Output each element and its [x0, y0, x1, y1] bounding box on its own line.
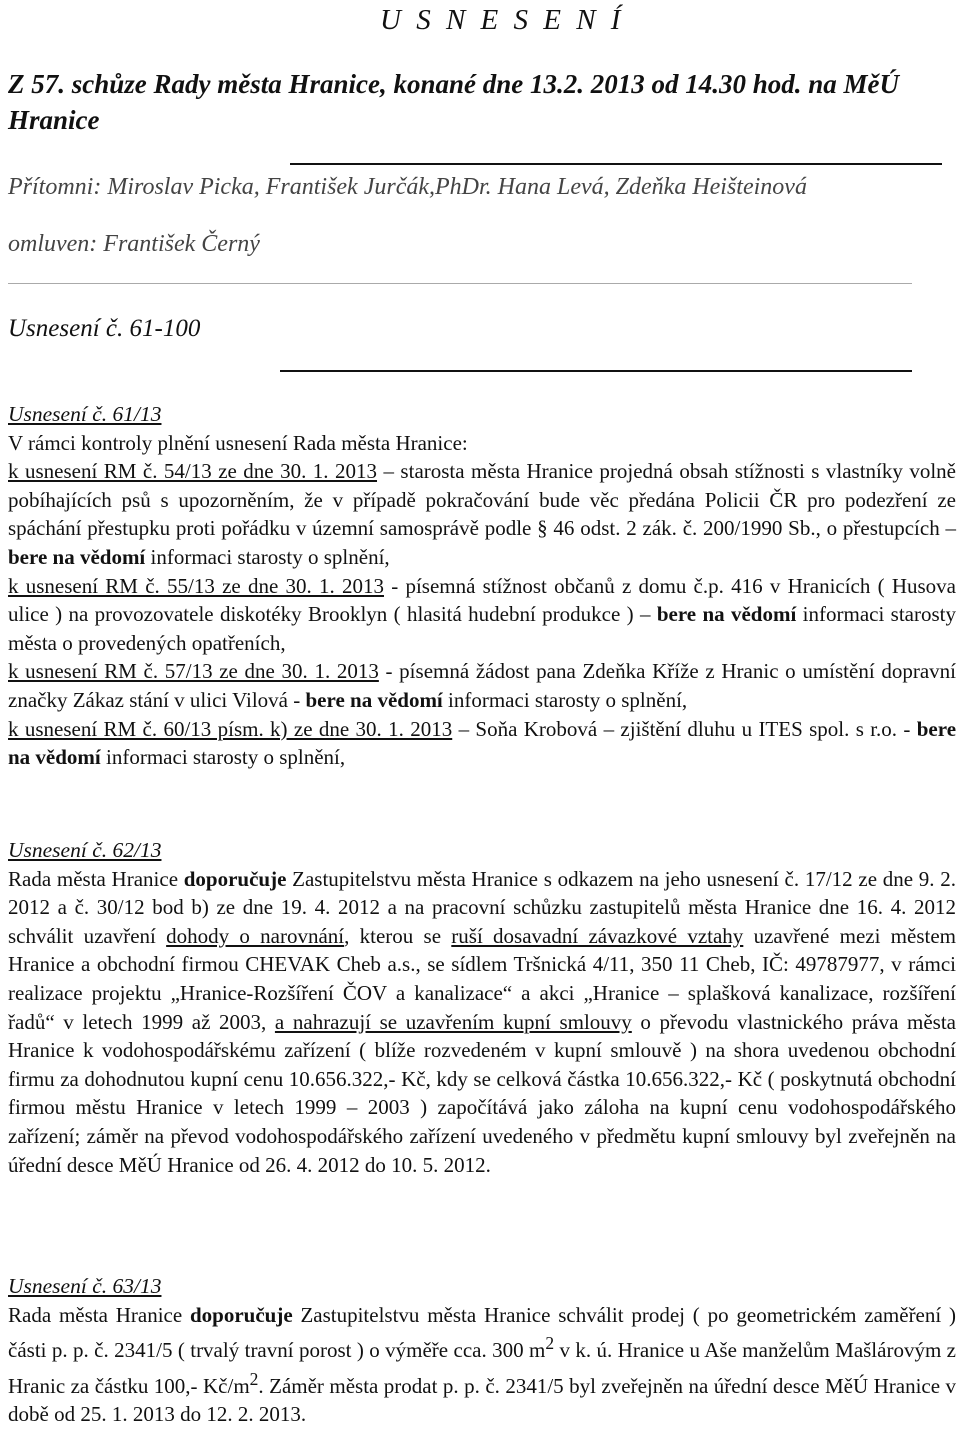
item-text-end: informaci starosty o splnění,	[442, 687, 688, 712]
underlined-phrase: ruší dosavadní závazkové vztahy	[451, 923, 744, 948]
divider	[8, 283, 912, 284]
item-decision: bere na vědomí	[8, 544, 146, 569]
item-reference: k usnesení RM č. 60/13 písm. k) ze dne 30. 1. 2013	[8, 716, 453, 741]
text-part: uzavřené mezi městem Hranice a obchodní firmou CHEVAK Cheb a.s., se sídlem Tršnická 4/11, 350 11 Cheb, IČ: 49787977, v rámci realizace projektu „Hranice-Rozšíření ČOV a kanalizace“ a akci „Hranice – splašková kanalizace, rozšíření řadů“ v letech 1999 až 2003,	[8, 923, 956, 1034]
resolution-62-heading: Usnesení č. 62/13	[8, 838, 162, 862]
resolution-63-heading: Usnesení č. 63/13	[8, 1274, 162, 1298]
underlined-phrase: a nahrazují se uzavřením kupní smlouvy	[274, 1009, 632, 1034]
decision-verb: doporučuje	[183, 866, 287, 891]
superscript: 2	[545, 1333, 555, 1354]
resolution-61-item-1	[8, 457, 956, 571]
item-reference: k usnesení RM č. 54/13 ze dne 30. 1. 2013	[8, 459, 378, 484]
text-part: . Záměr města prodat p. p. č. 2341/5 byl zveřejněn na úřední desce MěÚ Hranice v době od 25. 1. 2013 do 12. 2. 2013.	[8, 1373, 956, 1427]
text-part: Rada města Hranice	[8, 1302, 190, 1327]
resolution-61	[8, 400, 956, 772]
divider	[280, 370, 912, 372]
text-part: o převodu vlastnického práva města Hranice k vodohospodářskému zařízení ( blíže rozvedeném v kupní smlouvě ) na shora uvedenou obchodní firmu za dohodnutou kupní cenu 10.656.322,- Kč, kdy se celková částka 10.656.322,- Kč ( poskytnutá obchodní firmou městu Hranice v letech 1999 – 2003 ) započítává jako záloha na kupní cenu vodohospodářského zařízení; záměr na převod vodohospodářského zařízení uvedeného v předmětu kupní smlouvy byl zveřejněn na úřední desce MěÚ Hranice od 26. 4. 2012 do 10. 5. 2012.	[8, 1009, 956, 1177]
resolution-61-heading: Usnesení č. 61/13	[8, 402, 162, 426]
item-reference: k usnesení RM č. 55/13 ze dne 30. 1. 2013	[8, 573, 384, 598]
text-part: Zastupitelstvu města Hranice s odkazem na jeho usnesení č. 17/12 ze dne 9. 2. 2012 a č. 30/12 bod b) ze dne 19. 4. 2012 a na pracovní schůzku zastupitelů města Hranice dne 16. 4. 2012 schválit uzavření	[8, 866, 956, 948]
item-decision: bere na vědomí	[305, 687, 443, 712]
item-text: – Soňa Krobová – zjištění dluhu u ITES spol. s r.o. -	[452, 716, 917, 741]
text-part: v k. ú. Hranice u Aše manželům Mašlárovým z Hranic za částku 100,- Kč/m	[8, 1338, 957, 1398]
item-text-end: informaci starosty o splnění,	[145, 544, 390, 569]
text-part: Rada města Hranice	[8, 866, 184, 891]
decision-verb: doporučuje	[189, 1302, 293, 1327]
item-text-end: informaci starosty města o provedených opatřeních,	[8, 602, 956, 655]
resolution-61-intro: V rámci kontroly plnění usnesení Rada města Hranice:	[8, 430, 468, 455]
resolution-61-item-4	[8, 715, 956, 772]
resolution-63-text	[8, 1301, 956, 1429]
underlined-phrase: dohody o narovnání	[166, 923, 345, 948]
item-text: – starosta města Hranice projedná obsah stížnosti s vlastníky volně pobíhajících psů s upozorněním, že v případě pokračování bude věc předána Policii ČR pro podezření ze spáchání přestupku proti pořádku v územní samosprávě podle § 46 odst. 2 zák. č. 200/1990 Sb., o přestupcích –	[8, 459, 956, 541]
text-part: , kterou se	[344, 923, 452, 948]
resolution-63	[8, 1272, 956, 1429]
item-reference: k usnesení RM č. 57/13 ze dne 30. 1. 2013	[8, 659, 379, 684]
resolution-62-text	[8, 865, 956, 1180]
item-text: - písemná stížnost občanů z domu č.p. 416 v Hranicích ( Husova ulice ) na provozovatele diskotéky Brooklyn ( hlasitá hudební produkce ) –	[8, 573, 956, 627]
text-part: Zastupitelstvu města Hranice schválit prodej ( po geometrickém zaměření ) části p. p. č. 2341/5 ( trvalý travní porost ) o výměře cca. 300 m	[8, 1302, 957, 1363]
superscript: 2	[249, 1368, 259, 1389]
resolution-61-item-3	[8, 657, 956, 714]
resolution-range: Usnesení č. 61-100	[8, 315, 201, 342]
resolution-62	[8, 836, 956, 1179]
resolution-61-item-2	[8, 572, 956, 658]
item-text: - písemná žádost pana Zdeňka Kříže z Hranic o umístění dopravní značky Zákaz stání v ulici Vilová -	[8, 659, 956, 712]
present-line: Přítomni: Miroslav Picka, František Jurčák,PhDr. Hana Levá, Zdeňka Heišteinová	[8, 174, 807, 200]
item-decision: bere na vědomí	[8, 716, 957, 770]
meeting-heading: Z 57. schůze Rady města Hranice, konané dne 13.2. 2013 od 14.30 hod. na MěÚ Hranice	[8, 69, 900, 135]
excused-line: omluven: František Černý	[8, 231, 260, 257]
item-decision: bere na vědomí	[656, 602, 797, 627]
divider	[290, 163, 942, 165]
item-text-end: informaci starosty o splnění,	[100, 745, 346, 770]
document-title: U S N E S E N Í	[380, 4, 625, 36]
